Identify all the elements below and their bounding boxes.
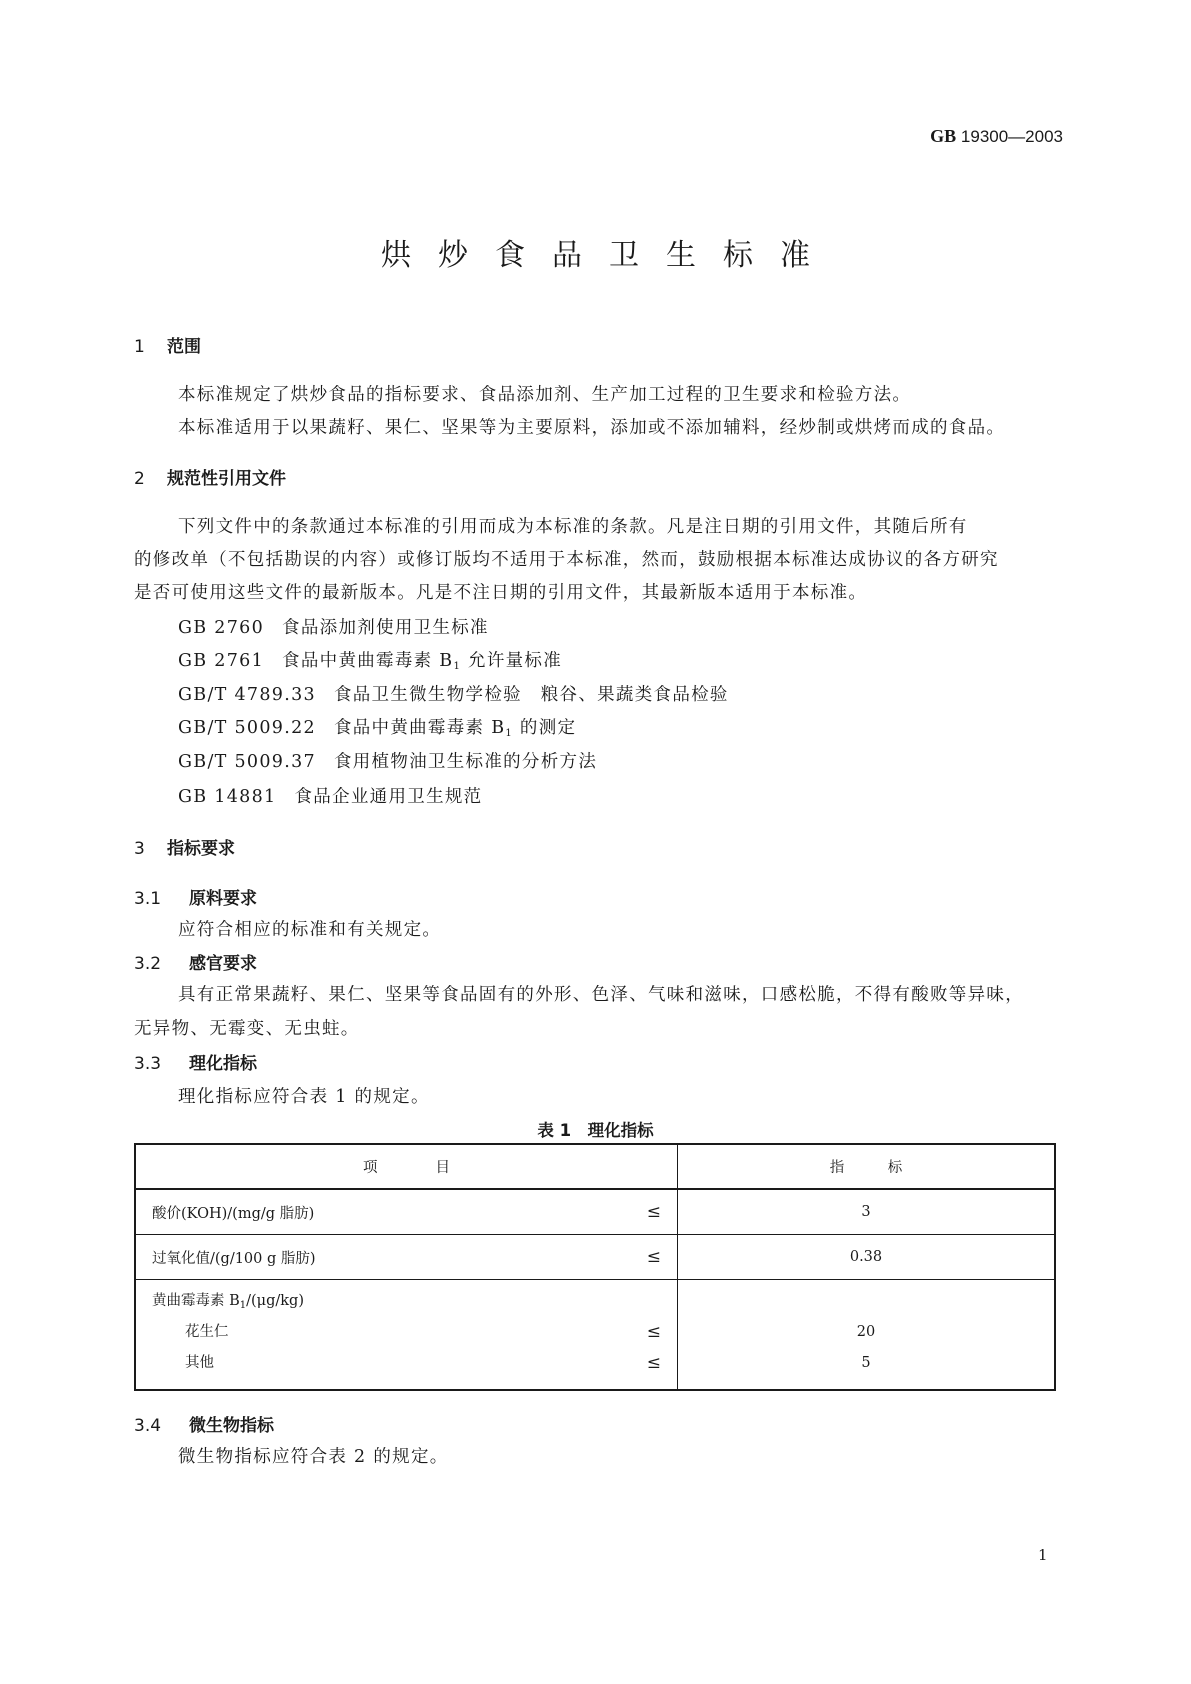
- reference-item: GB 2760 食品添加剂使用卫生标准: [178, 618, 489, 638]
- section-3-4-text: 微生物指标应符合表 2 的规定。: [178, 1447, 449, 1467]
- table-cell-item: 酸价(KOH)/(mg/g 脂肪) ≤: [135, 1189, 678, 1235]
- section-3-heading: 3 指标要求: [134, 839, 235, 859]
- table-row: [135, 1189, 1055, 1235]
- section-2-para-line-2: 的修改单（不包括勘误的内容）或修订版均不适用于本标准，然而，鼓励根据本标准达成协议的各方研究: [134, 550, 999, 570]
- section-3-4-heading: 3.4 微生物指标: [134, 1416, 274, 1436]
- header-prefix: GB: [930, 126, 957, 146]
- section-3-1-text: 应符合相应的标准和有关规定。: [178, 920, 442, 940]
- section-3-3-text: 理化指标应符合表 1 的规定。: [178, 1087, 430, 1107]
- section-2-para-line-1: 下列文件中的条款通过本标准的引用而成为本标准的条款。凡是注日期的引用文件，其随后所有: [178, 517, 968, 537]
- document-title: 烘炒食品卫生标准: [381, 238, 837, 273]
- table-cell-value: 0.38: [678, 1235, 1056, 1280]
- table-1-caption: 表 1 理化指标: [537, 1121, 654, 1140]
- section-3-2-line-1: 具有正常果蔬籽、果仁、坚果等食品固有的外形、色泽、气味和滋味，口感松脆，不得有酸败等异味，: [178, 985, 1024, 1005]
- section-1-heading: 1 范围: [134, 337, 201, 357]
- less-equal-symbol: ≤: [646, 1246, 661, 1267]
- header-code: 19300—2003: [960, 127, 1063, 146]
- table-subrow: 花生仁 ≤: [152, 1317, 661, 1348]
- column-header-value: 指 标: [678, 1144, 1056, 1189]
- table-cell-value: 3: [678, 1189, 1056, 1235]
- section-2-para-line-3: 是否可使用这些文件的最新版本。凡是不注日期的引用文件，其最新版本适用于本标准。: [134, 583, 868, 603]
- table-1: [134, 1143, 1056, 1391]
- table-header-row: [135, 1144, 1055, 1189]
- table-cell-item-group: 黄曲霉毒素 $B_1/(\mu g/kg)$ 花生仁 ≤ 其他 ≤: [135, 1280, 678, 1391]
- less-equal-symbol: ≤: [646, 1322, 661, 1342]
- table-row-group: [135, 1280, 1055, 1391]
- standard-code-header: [930, 126, 1063, 147]
- table-cell-item: 过氧化值/(g/100 g 脂肪) ≤: [135, 1235, 678, 1280]
- section-1-para-1: 本标准规定了烘炒食品的指标要求、食品添加剂、生产加工过程的卫生要求和检验方法。: [178, 385, 912, 405]
- reference-item: GB 14881 食品企业通用卫生规范: [178, 787, 483, 807]
- section-3-2-line-2: 无异物、无霉变、无虫蛀。: [134, 1019, 360, 1039]
- column-header-item: 项 目: [135, 1144, 678, 1189]
- section-3-2-heading: 3.2 感官要求: [134, 954, 257, 974]
- section-3-1-heading: 3.1 原料要求: [134, 889, 257, 909]
- section-1-para-2: 本标准适用于以果蔬籽、果仁、坚果等为主要原料，添加或不添加辅料，经炒制或烘烤而成的食品。: [178, 418, 1006, 438]
- table-subrow: 其他 ≤: [152, 1348, 661, 1379]
- section-2-heading: 2 规范性引用文件: [134, 469, 286, 489]
- section-3-3-heading: 3.3 理化指标: [134, 1054, 257, 1074]
- reference-item: GB/T 5009.22 食品中黄曲霉毒素 $B_1$ 的测定: [178, 718, 577, 739]
- reference-item: GB/T 4789.33 食品卫生微生物学检验 粮谷、果蔬类食品检验: [178, 685, 729, 705]
- less-equal-symbol: ≤: [646, 1353, 661, 1373]
- reference-item: GB/T 5009.37 食用植物油卫生标准的分析方法: [178, 752, 598, 772]
- page-number: 1: [1038, 1546, 1048, 1564]
- less-equal-symbol: ≤: [646, 1201, 661, 1222]
- reference-item: GB 2761 食品中黄曲霉毒素 $B_1$ 允许量标准: [178, 651, 563, 672]
- table-cell-value-group: 20 5: [678, 1280, 1056, 1391]
- table-row: [135, 1235, 1055, 1280]
